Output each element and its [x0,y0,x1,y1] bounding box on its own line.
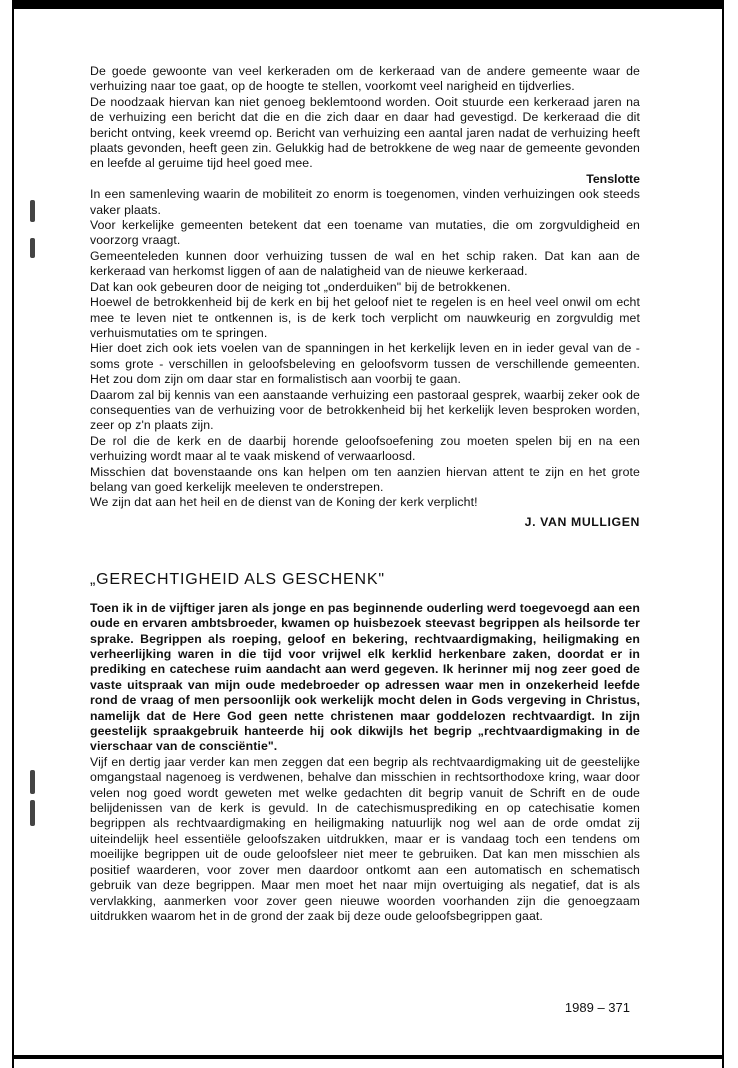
paragraph: Gemeenteleden kunnen door verhuizing tussen de wal en het schip raken. Dat kan aan de kerkeraad van herkomst liggen of aan de nalatigheid van de nieuwe kerkeraad. [90,248,640,279]
page-number: 1989 – 371 [564,1000,630,1015]
page-edge-left [12,0,14,1068]
paragraph: We zijn dat aan het heil en de dienst van de Koning der kerk verplicht! [90,495,478,510]
paragraph: De noodzaak hiervan kan niet genoeg beklemtoond worden. Ooit stuurde een kerkeraad jaren na de verhuizing een bericht dat die en die zich daar en daar had gevestigd. De kerkeraad die dit bericht ontving, keek vreemd op. Bericht van verhuizing een aantal jaren nadat de verhuizing heeft plaats gevonden, heeft geen zin. Gelukkig had de betrokkene de weg naar de gemeente gevonden en leefde al geruime tijd heel goed mee. [90,94,640,171]
article-body [90,64,640,924]
margin-mark [30,238,35,258]
paragraph: In een samenleving waarin de mobiliteit zo enorm is toegenomen, vinden verhuizingen ook steeds vaker plaats. [90,187,640,217]
paragraph: De goede gewoonte van veel kerkeraden om de kerkeraad van de andere gemeente waar de verhuizing naar toe gaat, op de hoogte te stellen, voorkomt veel narigheid en tijdverlies. [90,64,640,94]
paragraph: Hoewel de betrokkenheid bij de kerk en bij het geloof niet te regelen is en heel veel onwil om echt mee te leven niet te ontkennen is, is de kerk toch verplicht om nauwkeurig en zorgvuldig met verhuismutaties om te springen. [90,295,640,340]
article-heading: „GERECHTIGHEID ALS GESCHENK" [90,570,385,588]
paragraph: De rol die de kerk en de daarbij horende geloofsoefening zou moeten spelen bij en na een verhuizing wordt maar al te vaak miskend of verwaarloosd. [90,433,640,464]
page-edge-bottom [12,1055,724,1059]
margin-mark [30,800,35,826]
paragraph: Vijf en dertig jaar verder kan men zeggen dat een begrip als rechtvaardigmaking uit de geestelijke omgangstaal nagenoeg is verdwenen, behalve dan misschien in rechtsorthodoxe kring, waar door velen nog goed wordt geweten met welke gedachten dit begrip vanuit de Schrift en de oude belijdenissen van de kerk is gevuld. In de catechismusprediking en op catechisatie komen begrippen als rechtvaardigmaking en heiligmaking natuurlijk nog wel aan de orde omdat zij uiteindelijk heel essentiële geloofszaken uitdrukken, maar er is vandaag toch een tendens om moeilijke begrippen uit de oude geloofsleer niet meer te gebruiken. Dat kan men misschien als positief waarderen, voor zover men daardoor ontkomt aan een automatisch en schematisch gebruik van deze begrippen. Maar men moet het naar mijn overtuiging als negatief, dat is als vervlakking, aanmerken voor zover geen nieuwe woorden voorhanden zijn die genoegzaam uitdrukken waarom het in de grond der zaak bij deze oude geloofsbegrippen gaat. [90,754,640,923]
paragraph: Daarom zal bij kennis van een aanstaande verhuizing een pastoraal gesprek, waarbij zeker ook de consequenties van de verhuizing voor de betrokkenheid bij het kerkelijk leven besproken worden, zeer op z'n plaats zijn. [90,387,640,433]
intro-paragraph: Toen ik in de vijftiger jaren als jonge en pas beginnende ouderling werd toegevoegd aan een oude en ervaren ambtsbroeder, kwamen op huisbezoek steevast begrippen als heilsorde ter sprake. Begrippen als roeping, geloof en bekering, rechtvaardigmaking, heiligmaking en verheerlijking waren in die tijd voor vrijwel elk kerklid herkenbare zaken, doordat er in prediking en catechese ruim aandacht aan werd gegeven. Ik herinner mij nog zeer goed de vaste uitspraak van mijn oude medebroeder op adressen waar men in onzekerheid leefde rond de vraag of men persoonlijk ook werkelijk mocht delen in Gods vergeving in Christus, namelijk dat de Here God geen nette christenen maar goddelozen rechtvaardigt. In zijn geestelijk spraakgebruik hanteerde hij ook dikwijls het begrip „rechtvaardigmaking in de vierschaar van de consciëntie". [90,600,640,754]
page-edge-right [722,0,724,1068]
margin-mark [30,770,35,794]
paragraph: Misschien dat bovenstaande ons kan helpen om ten aanzien hiervan attent te zijn en het grote belang van goed kerkelijk meeleven te onderstrepen. [90,464,640,494]
paragraph: Hier doet zich ook iets voelen van de spanningen in het kerkelijk leven en in ieder geval van de - soms grote - verschillen in geloofsbeleving en geloofsvorm tussen de verschillende gemeenten. Het zou dom zijn om daar star en formalistisch aan voorbij te gaan. [90,341,640,387]
paragraph: Dat kan ook gebeuren door de neiging tot „onderduiken" bij de betrokkenen. [90,279,511,294]
subheading-tenslotte: Tenslotte [586,171,640,186]
page-edge-top [12,0,724,9]
paragraph: Voor kerkelijke gemeenten betekent dat een toename van mutaties, die om zorgvuldigheid en voorzorg vraagt. [90,218,640,248]
author-signature: J. VAN MULLIGEN [524,514,640,529]
margin-mark [30,200,35,222]
